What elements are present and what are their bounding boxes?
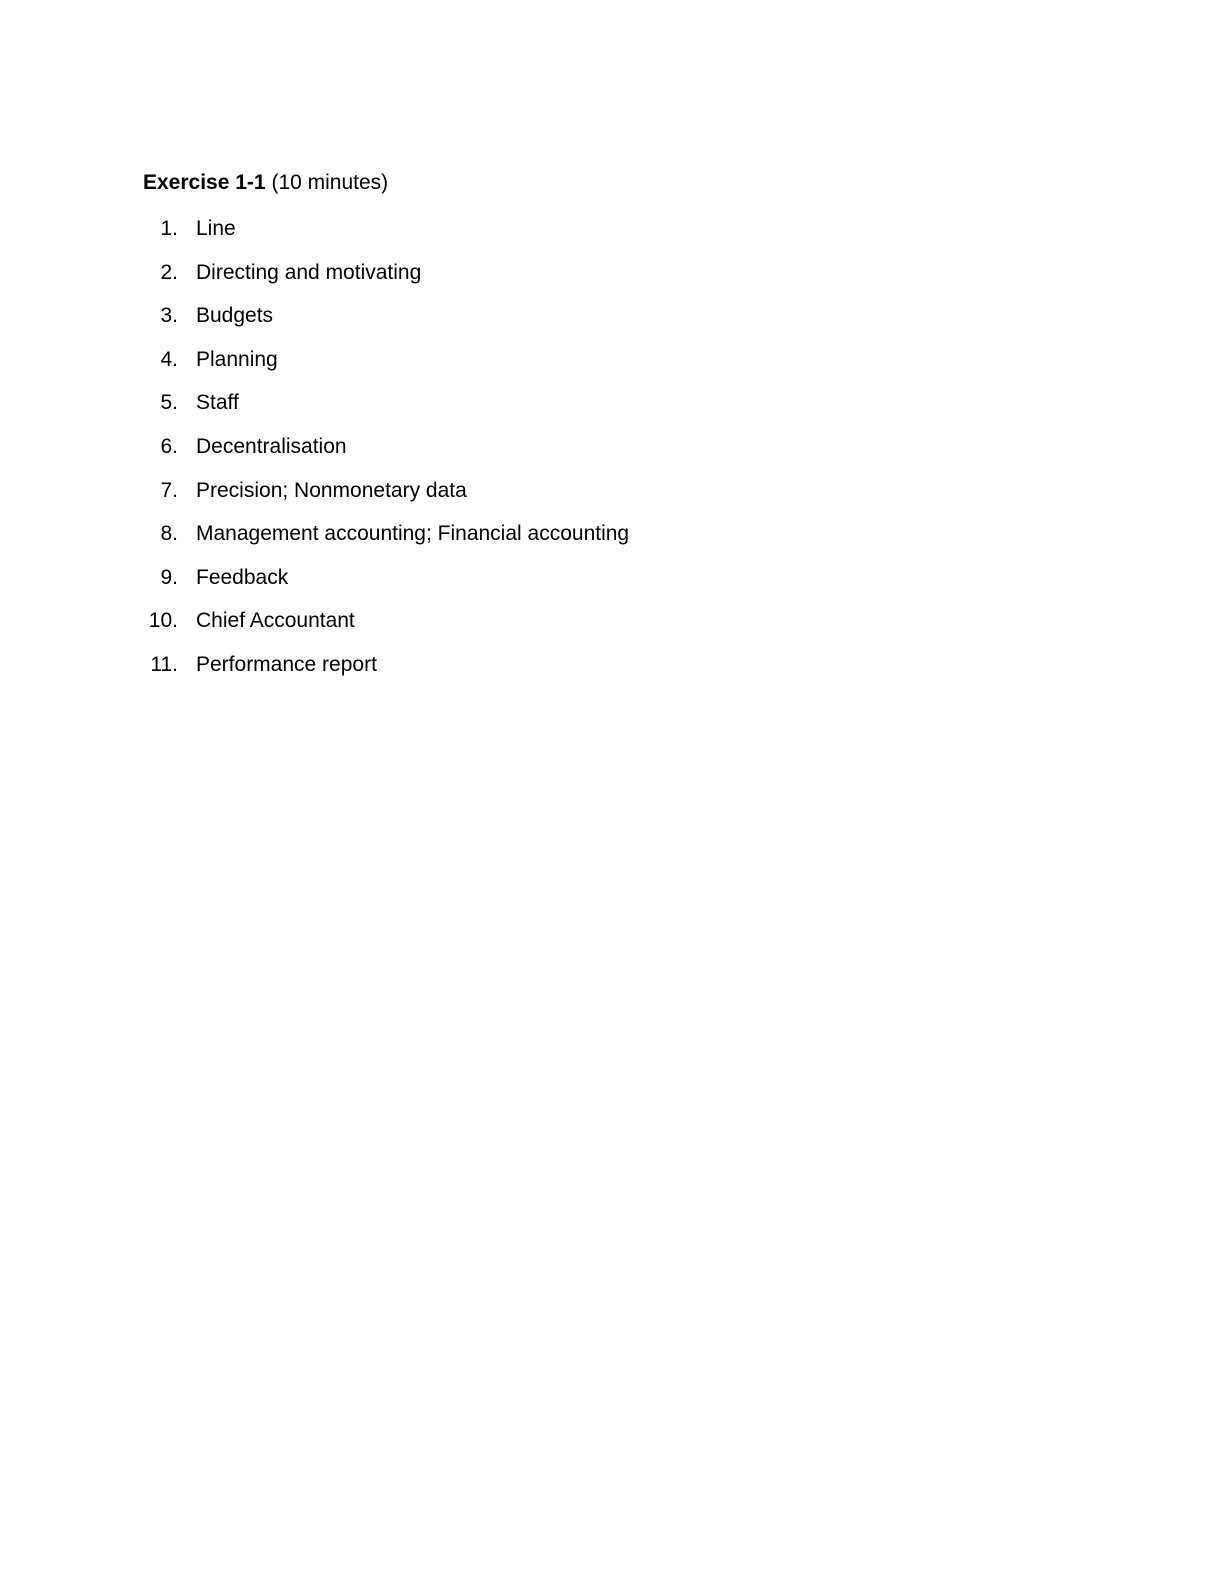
answer-text: Planning <box>196 347 278 371</box>
answer-text: Chief Accountant <box>196 609 355 633</box>
exercise-heading <box>143 170 388 196</box>
exercise-time: (10 minutes) <box>271 171 389 194</box>
answer-text: Management accounting; Financial accounting <box>196 522 630 546</box>
answer-text: Feedback <box>196 565 289 589</box>
answer-item <box>143 347 278 391</box>
answer-list <box>143 216 630 696</box>
answer-number: 7. <box>160 478 178 502</box>
answer-number: 6. <box>160 434 178 458</box>
answer-item <box>143 390 239 434</box>
answer-item <box>143 434 347 478</box>
answer-number: 10. <box>148 609 178 633</box>
answer-number: 9. <box>160 565 178 589</box>
answer-number: 3. <box>160 304 178 328</box>
answer-item <box>143 216 236 260</box>
answer-text: Staff <box>196 391 239 415</box>
answer-number: 2. <box>160 260 178 284</box>
answer-item <box>143 521 630 565</box>
exercise-title: Exercise 1-1 <box>143 171 266 194</box>
answer-number: 1. <box>160 217 178 240</box>
answer-text: Budgets <box>196 304 274 328</box>
answer-number: 4. <box>160 347 178 371</box>
answer-number: 8. <box>160 522 178 546</box>
answer-item <box>143 478 467 522</box>
answer-item <box>143 565 289 609</box>
answer-number: 11. <box>150 652 178 676</box>
answer-text: Directing and motivating <box>196 260 422 284</box>
answer-text: Performance report <box>196 652 377 676</box>
answer-number: 5. <box>160 391 178 415</box>
answer-item <box>143 303 274 347</box>
answer-text: Line <box>196 217 236 240</box>
answer-text: Decentralisation <box>196 434 347 458</box>
answer-text: Precision; Nonmonetary data <box>196 478 467 502</box>
answer-item <box>143 652 377 696</box>
answer-item <box>143 260 422 304</box>
answer-item <box>143 608 355 652</box>
